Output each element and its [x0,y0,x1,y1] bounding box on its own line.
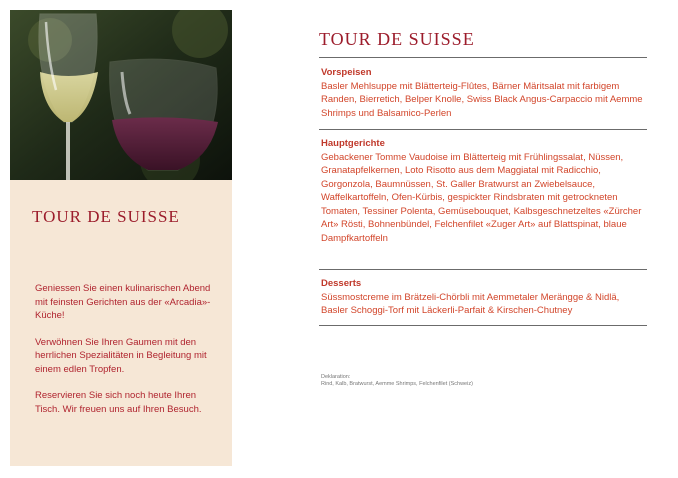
menu-divider [319,57,647,58]
declaration-text: Rind, Kalb, Bratwurst, Aemme Shrimps, Felchenfilet (Schweiz) [321,381,473,387]
section-text: Gebackener Tomme Vaudoise im Blätterteig mit Frühlingssalat, Nüssen, Granatapfelkernen, Loto Risotto aus dem Maggiatal mit Radicchio, Gorgonzola, Baumnüssen, St. Galler Bratwurst an Zwiebelsauce, Waffelkartoffeln, Ofen-Kürbis, gespickter Rindsbraten mit getrockneten Tomaten, Tessiner Polenta, Gemüsebouquet, Kalbsgeschnetzeltes «Zürcher Art» Rösti, Bohnenbündel, Felchenfilet «Zuger Art» auf Blattspinat, blaue Dampfkartoffeln [321,151,642,245]
intro-text [35,282,213,429]
section-heading: Vorspeisen [321,67,372,78]
intro-paragraph: Geniessen Sie einen kulinarischen Abend mit feinsten Gerichten aus der «Arcadia»-Küche! [35,283,211,321]
declaration [321,374,581,388]
wine-glasses-photo [10,10,232,180]
section-text: Basler Mehlsuppe mit Blätterteig-Flûtes, Bärner Märitsalat mit farbigem Randen, Bierretich, Belper Knolle, Swiss Black Angus-Carpaccio mit Aemme Shrimps und Balsamico-Perlen [321,80,643,119]
menu-divider [319,325,647,326]
section-heading: Hauptgerichte [321,138,385,149]
declaration-label: Deklaration: [321,374,351,380]
section-desserts [321,277,647,318]
intro-paragraph: Reservieren Sie sich noch heute Ihren Tisch. Wir freuen uns auf Ihren Besuch. [35,390,202,415]
section-vorspeisen [321,66,647,120]
intro-title: TOUR DE SUISSE [32,207,180,226]
intro-paragraph: Verwöhnen Sie Ihren Gaumen mit den herrlichen Spezialitäten in Begleitung mit einem edlen Tropfen. [35,336,207,375]
section-heading: Desserts [321,278,362,289]
menu-divider [319,129,647,130]
section-hauptgerichte [321,137,647,246]
section-text: Süssmostcreme im Brätzeli-Chörbli mit Aemmetaler Merängge & Nidlä, Basler Schoggi-Torf mit Läckerli-Parfait & Kirschen-Chutney [321,291,620,317]
menu-divider [319,269,647,270]
menu-title: TOUR DE SUISSE [319,29,475,49]
